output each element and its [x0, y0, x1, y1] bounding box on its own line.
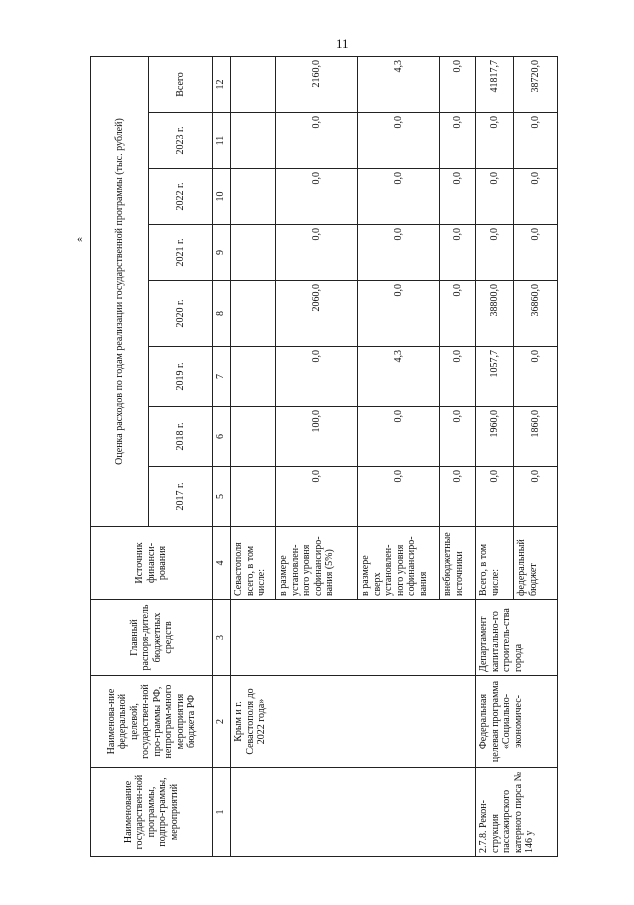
header-year: 2018 г. — [149, 407, 213, 467]
distributor-cell: Департамент капитально-го строитель-ства города — [476, 600, 558, 676]
value-cell: 0,0 — [476, 467, 514, 527]
source-cell: в размере установлен-ного уровня софинансиро-вания (5%) — [276, 527, 358, 600]
value-cell: 0,0 — [476, 225, 514, 281]
value-cell: 0,0 — [440, 347, 476, 407]
column-index: 1 — [213, 768, 231, 857]
value-cell: 0,0 — [358, 169, 440, 225]
value-cell — [231, 407, 276, 467]
value-cell: 0,0 — [440, 281, 476, 347]
value-cell: 1860,0 — [514, 407, 558, 467]
header-federal-program: Наименова-ние федеральной целевой, государствен-ной про-граммы РФ, непрограм-много мероприятия бюджета РФ — [91, 676, 213, 768]
value-cell: 0,0 — [476, 113, 514, 169]
value-cell: 38720,0 — [514, 57, 558, 113]
value-cell: 36860,0 — [514, 281, 558, 347]
column-index: 10 — [213, 169, 231, 225]
value-cell — [231, 225, 276, 281]
value-cell: 0,0 — [276, 225, 358, 281]
program-name-cell: 2.7.8. Рекон-струкция пассажирского катерного пирса № 146 у — [476, 768, 558, 857]
value-cell: 0,0 — [276, 347, 358, 407]
table-row — [231, 57, 276, 857]
header-year: 2020 г. — [149, 281, 213, 347]
page-number: 11 — [336, 36, 349, 51]
column-index: 6 — [213, 407, 231, 467]
value-cell: 38800,0 — [476, 281, 514, 347]
source-cell: Всего, в том числе: — [476, 527, 514, 600]
header-expenses-group: Оценка расходов по годам реализации государственной программы (тыс. рублей) — [91, 57, 149, 527]
value-cell: 0,0 — [440, 113, 476, 169]
value-cell: 0,0 — [358, 407, 440, 467]
value-cell: 0,0 — [440, 225, 476, 281]
column-index: 5 — [213, 467, 231, 527]
federal-program-cell: Крым и г. Севастополя до 2022 года» — [231, 676, 476, 768]
distributor-cell — [231, 600, 476, 676]
header-year: 2021 г. — [149, 225, 213, 281]
value-cell: 4,3 — [358, 347, 440, 407]
value-cell: 0,0 — [358, 467, 440, 527]
column-index: 8 — [213, 281, 231, 347]
value-cell — [231, 169, 276, 225]
value-cell: 0,0 — [440, 169, 476, 225]
value-cell: 0,0 — [514, 225, 558, 281]
column-index: 7 — [213, 347, 231, 407]
header-distributor: Главный распоря-дитель бюджетных средств — [91, 600, 213, 676]
value-cell: 0,0 — [276, 113, 358, 169]
source-cell: в размере сверх установлен-ного уровня софинансиро-вания — [358, 527, 440, 600]
value-cell: 0,0 — [514, 113, 558, 169]
rotated-table-sheet — [90, 57, 617, 857]
header-year: 2017 г. — [149, 467, 213, 527]
value-cell — [231, 57, 276, 113]
value-cell: 4,3 — [358, 57, 440, 113]
source-cell: внебюджетные источники — [440, 527, 476, 600]
value-cell: 100,0 — [276, 407, 358, 467]
header-year: 2019 г. — [149, 347, 213, 407]
column-index: 9 — [213, 225, 231, 281]
value-cell: 0,0 — [514, 347, 558, 407]
value-cell: 0,0 — [358, 281, 440, 347]
column-index: 12 — [213, 57, 231, 113]
value-cell: 2160,0 — [276, 57, 358, 113]
index-row — [213, 57, 231, 857]
value-cell: 1960,0 — [476, 407, 514, 467]
header-source: Источник финанси-рования — [91, 527, 213, 600]
value-cell: 0,0 — [440, 467, 476, 527]
header-total: Всего — [149, 57, 213, 113]
source-cell: федеральный бюджет — [514, 527, 558, 600]
value-cell: 0,0 — [514, 169, 558, 225]
value-cell: 0,0 — [276, 169, 358, 225]
value-cell: 0,0 — [440, 407, 476, 467]
column-index: 4 — [213, 527, 231, 600]
margin-mark: « — [77, 233, 83, 245]
program-name-cell — [231, 768, 476, 857]
value-cell: 0,0 — [476, 169, 514, 225]
value-cell: 0,0 — [358, 225, 440, 281]
value-cell: 1057,7 — [476, 347, 514, 407]
value-cell: 0,0 — [276, 467, 358, 527]
header-program: Наименование государствен-ной программы, подпро-граммы, мероприятий — [91, 768, 213, 857]
header-year: 2023 г. — [149, 113, 213, 169]
federal-program-cell: Федеральная целевая программа «Социально-экономичес- — [476, 676, 558, 768]
source-cell: Севастополя всего, в том числе: — [231, 527, 276, 600]
column-index: 2 — [213, 676, 231, 768]
value-cell — [231, 467, 276, 527]
value-cell — [231, 113, 276, 169]
value-cell — [231, 347, 276, 407]
value-cell: 41817,7 — [476, 57, 514, 113]
header-year: 2022 г. — [149, 169, 213, 225]
value-cell: 0,0 — [358, 113, 440, 169]
expenses-table — [90, 56, 558, 857]
value-cell: 0,0 — [514, 467, 558, 527]
value-cell — [231, 281, 276, 347]
value-cell: 2060,0 — [276, 281, 358, 347]
column-index: 11 — [213, 113, 231, 169]
header-row-1 — [91, 57, 149, 857]
column-index: 3 — [213, 600, 231, 676]
value-cell: 0,0 — [440, 57, 476, 113]
table-row — [476, 57, 514, 857]
